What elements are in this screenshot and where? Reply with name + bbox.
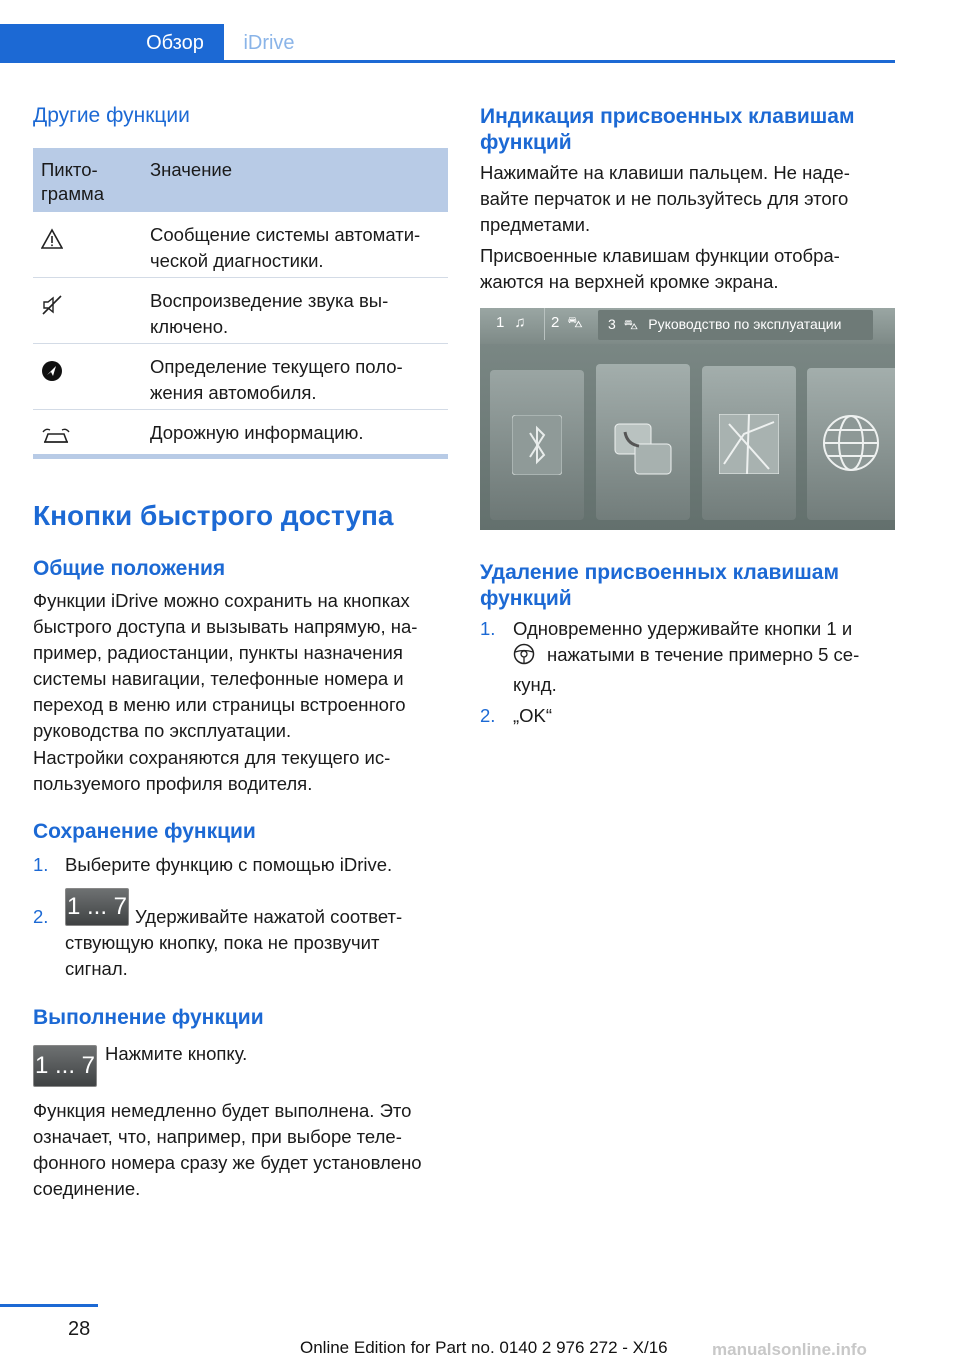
display-title: Индикация присвоенных клавишам функций [480,105,855,154]
step-text-line2 [513,642,893,672]
table-row [33,278,448,344]
save-title: Сохранение функции [33,820,256,843]
table-bottom-rule [33,454,448,459]
tab-overview[interactable]: Обзор [126,24,224,62]
step-number: 1. [33,854,49,875]
phone-icon [613,422,673,477]
step-text: Выберите функцию с помощью iDrive. [65,854,393,875]
screen-tab-label: 1 [496,314,505,331]
delete-title: Удаление присвоенных клавишам функций [480,561,839,610]
step-number: 2. [480,705,496,726]
screen-tile-navigation [702,366,796,520]
table-row [33,410,448,454]
execute-title: Выполнение функции [33,1006,264,1029]
table-header [33,148,448,212]
screen-tab-2 [537,308,595,340]
row-text: Дорожную информацию. [150,422,364,443]
step-text-block [513,616,893,698]
save-step-1 [33,852,445,878]
execute-text: Нажмите кнопку. [105,1043,248,1064]
header-bar-left [0,24,126,62]
general-paragraph-2: Настройки сохраняются для текущего ис-пользуемого профиля водителя. [33,747,391,794]
table-row [33,344,448,410]
step-number: 2. [33,906,49,927]
footer-rule [0,1304,98,1307]
delete-step-2 [480,703,892,729]
column-header-meaning: Значение [150,159,233,180]
step-number: 1. [480,618,496,639]
row-text: Сообщение системы автомати- ческой диагностики. [150,224,421,271]
watermark: manualsonline.info [712,1340,867,1359]
map-icon [719,414,779,474]
pictogram-table [33,148,448,459]
screen-tile-internet [807,368,895,520]
car-icon: ⛍ [623,316,639,332]
edition-text: Online Edition for Part no. 0140 2 976 272 - X/16 [300,1338,668,1357]
display-paragraph-1: Нажимайте на клавиши пальцем. Не наде-вайте перчаток и не пользуйтесь для этого предметами. [480,162,850,235]
step-text: „OK“ [513,705,553,726]
quick-access-key-image: 1 ... 7 [33,1045,97,1087]
other-functions-title: Другие функции [33,104,190,127]
quick-access-title: Кнопки быстрого доступа [33,500,394,531]
quick-access-key-image: 1 ... 7 [65,888,129,926]
steering-wheel-icon [513,643,535,672]
screen-tab-3 [598,310,873,340]
step-text: Удерживайте нажатой соответ- ствующую кнопку, пока не прозвучит сигнал. [65,906,403,979]
row-text: Воспроизведение звука вы- ключено. [150,290,389,337]
delete-step-1 [480,616,892,696]
save-step-2 [33,893,445,984]
row-text: Определение текущего поло- жения автомобиля. [150,356,403,403]
display-paragraph-2: Присвоенные клавишам функции отобра-жаются на верхней кромке экрана. [480,245,840,292]
music-note-icon: ♫ [514,314,526,331]
globe-icon [821,413,881,473]
step-text: Одновременно удерживайте кнопки 1 и [513,618,853,639]
screen-tab-1 [480,308,545,340]
position-arrow-icon [41,360,63,382]
execute-paragraph: Функция немедленно будет выполнена. Это означает, что, например, при выборе теле-фонного номера сразу же будет установлено соединение. [33,1100,422,1199]
step-text: кунд. [513,674,557,695]
column-header-pictogram: Пикто- грамма [41,159,105,204]
bluetooth-icon [512,415,562,475]
screen-tile-bluetooth [490,370,584,520]
screen-tab-3-label: Руководство по эксплуатации [648,316,842,332]
general-title: Общие положения [33,557,226,580]
traffic-info-icon [41,426,71,448]
header-underline [0,60,895,63]
general-paragraph-1: Функции iDrive можно сохранить на кнопках быстрого доступа и вызывать напрямую, на-пример, радиостанции, пункты назначения системы навигации, телефонные номера и переход в меню или страницы встроенного руководства по эксплуатации. [33,590,418,741]
warning-triangle-icon [41,228,63,250]
screen-tab-label: 3 [608,316,616,332]
car-icon: ⛍ [567,314,583,331]
step-text: нажатыми в течение примерно 5 се- [547,644,860,665]
sound-off-icon [41,294,63,316]
tab-idrive[interactable]: iDrive [243,32,295,54]
page-number: 28 [68,1318,91,1340]
screen-tile-phone [596,364,690,520]
table-row [33,212,448,278]
screen-tab-label: 2 [551,314,560,331]
idrive-screen-image [480,308,895,530]
